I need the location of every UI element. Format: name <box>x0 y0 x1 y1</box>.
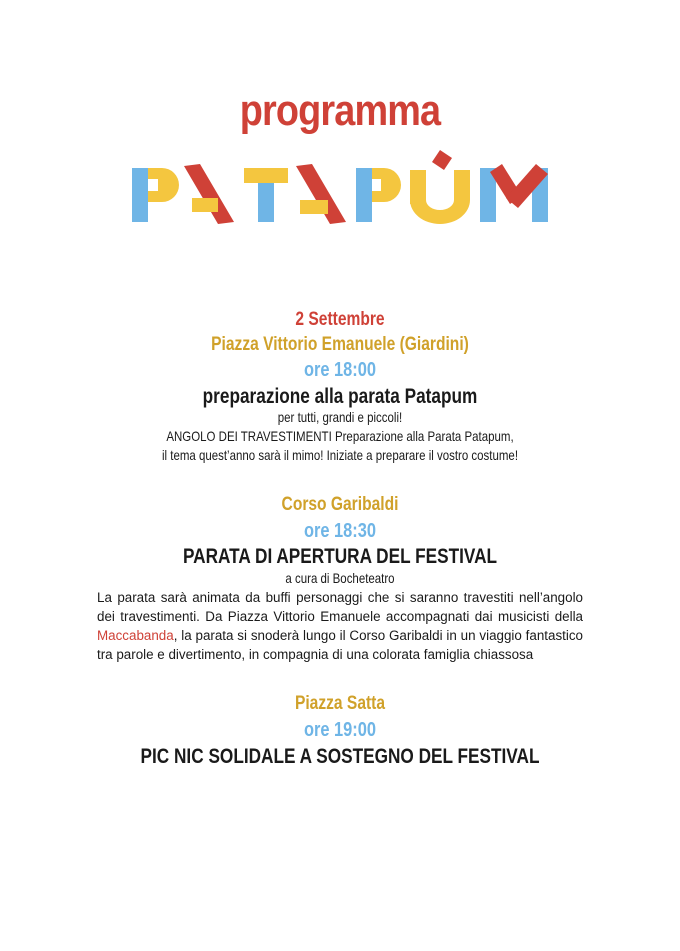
event2-time: ore 18:30 <box>303 520 377 542</box>
event1-line3: il tema quest’anno sarà il mimo! Iniziate a preparare il vostro costume! <box>161 447 519 463</box>
logo-letter-a2 <box>296 164 346 224</box>
event3-title: PIC NIC SOLIDALE A SOSTEGNO DEL FESTIVAL <box>140 745 540 768</box>
maccabanda-highlight: Maccabanda <box>97 628 174 643</box>
event1-line2: ANGOLO DEI TRAVESTIMENTI Preparazione alla Parata Patapum, <box>166 428 514 444</box>
event1-line1: per tutti, grandi e piccoli! <box>277 409 403 425</box>
event1-time: ore 18:00 <box>303 359 377 381</box>
patapum-logo <box>130 148 550 226</box>
logo-letter-p2 <box>356 168 401 222</box>
logo-letter-a1 <box>184 164 234 224</box>
program-heading: programma <box>239 86 441 135</box>
event2-title: PARATA DI APERTURA DEL FESTIVAL <box>182 545 498 568</box>
event3-time: ore 19:00 <box>303 719 377 741</box>
logo-letter-p1 <box>132 168 179 222</box>
event2-desc-a: La parata sarà animata da buffi personaggi che si saranno travestiti nell’angolo dei travestimenti. Da Piazza Vittorio Emanuele accompagnati dai musicisti della <box>97 590 583 624</box>
event1-place: Piazza Vittorio Emanuele (Giardini) <box>211 334 469 355</box>
logo-letter-u <box>410 150 470 224</box>
logo-letter-t1 <box>244 168 288 222</box>
event2-desc-b: , la parata si snoderà lungo il Corso Garibaldi in un viaggio fantastico tra parole e divertimento, in compagnia di una colorata famiglia chiassosa <box>97 628 583 662</box>
logo-letter-m <box>480 164 548 222</box>
event1-date: 2 Settembre <box>295 309 385 330</box>
event3-place: Piazza Satta <box>294 693 386 714</box>
event1-title: preparazione alla parata Patapum <box>202 385 478 408</box>
event2-place: Corso Garibaldi <box>281 494 399 515</box>
event2-description <box>97 588 583 664</box>
event2-credit: a cura di Bocheteatro <box>285 570 395 586</box>
